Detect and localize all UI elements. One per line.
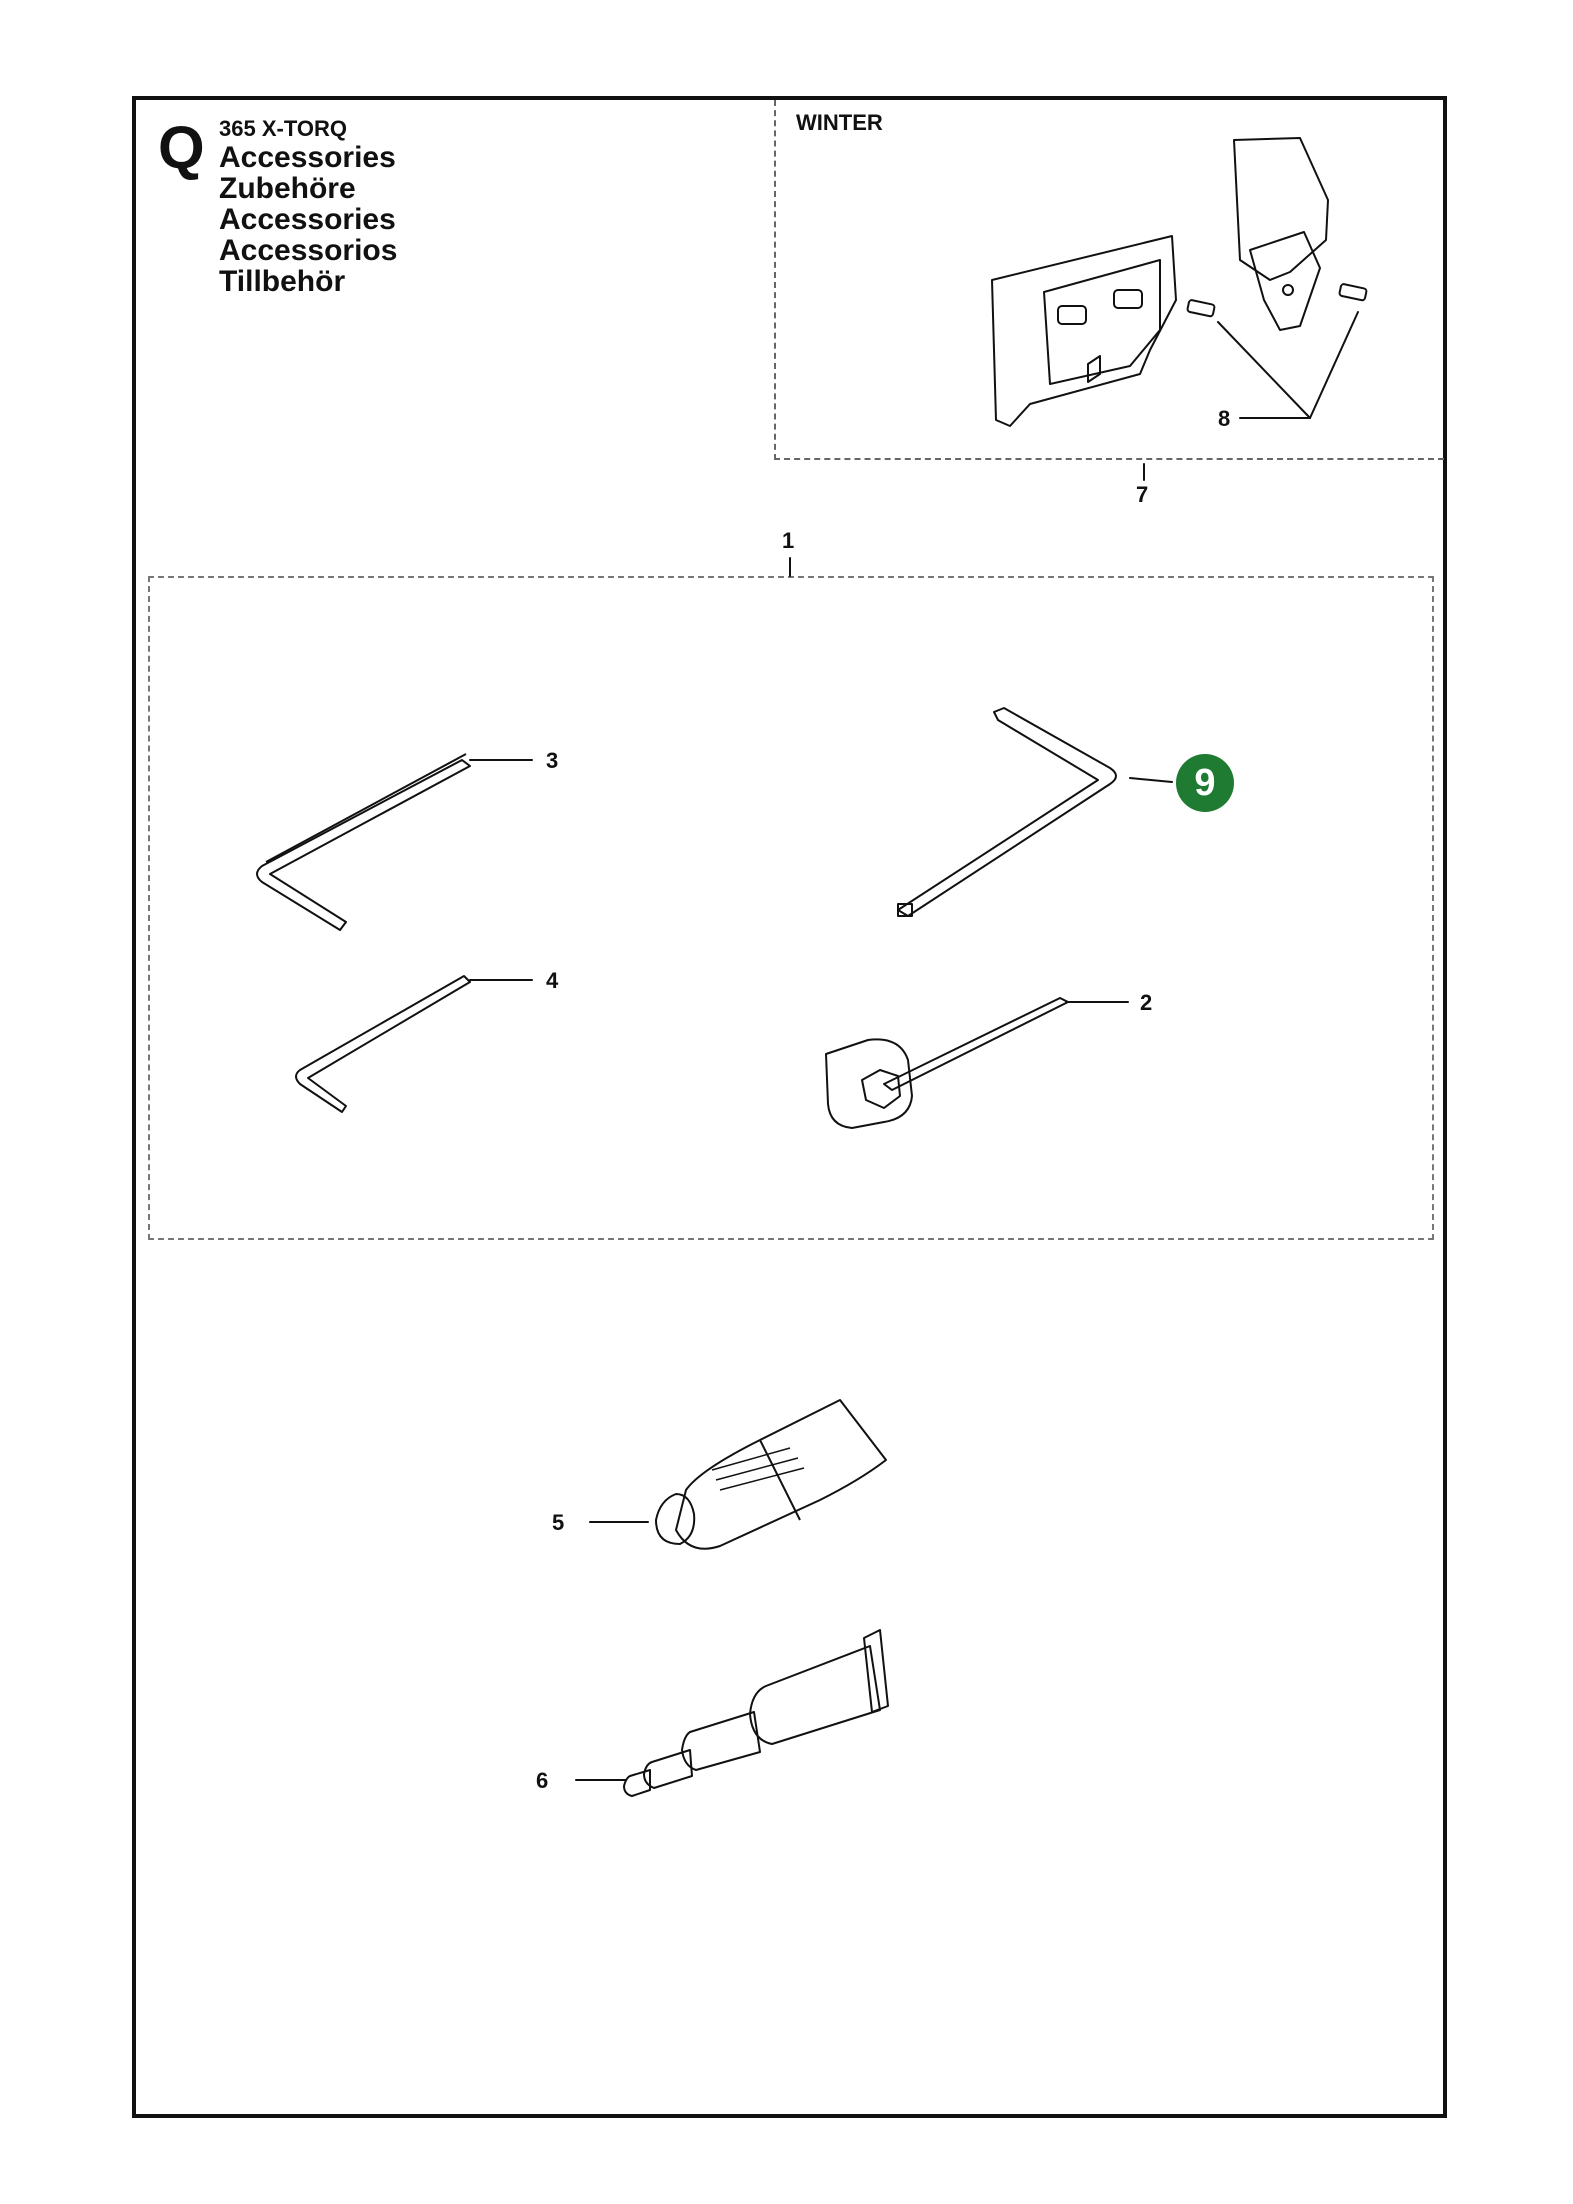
title-line-de: Zubehöre (219, 172, 356, 206)
callout-5: 5 (552, 1510, 565, 1535)
title-line-en: Accessories (219, 141, 396, 175)
grease-tube-icon (656, 1400, 886, 1549)
callout-7: 7 (1136, 482, 1149, 507)
callout-9-badge: 9 (1176, 754, 1234, 812)
combination-spanner-icon (826, 998, 1068, 1128)
model-name: 365 X-TORQ (219, 116, 347, 141)
torx-screwdriver-icon (898, 708, 1116, 916)
winter-inset-label: WINTER (796, 110, 883, 135)
callout-4: 4 (546, 968, 559, 993)
section-letter: Q (158, 114, 205, 181)
callout-8: 8 (1218, 406, 1231, 431)
hex-key-small-icon (296, 976, 470, 1112)
title-line-fr: Accessories (219, 203, 396, 237)
leader-9 (1130, 778, 1172, 782)
title-line-sv: Tillbehör (219, 265, 346, 299)
callout-3: 3 (546, 748, 559, 773)
leader-8a (1310, 312, 1358, 418)
callout-6: 6 (536, 1768, 549, 1793)
title-line-es: Accessorios (219, 234, 398, 268)
leader-8b (1218, 322, 1310, 418)
bearing-press-tool-icon (624, 1630, 888, 1796)
hex-key-large-icon (257, 754, 470, 930)
callout-1: 1 (782, 528, 795, 553)
screw-icon (1187, 284, 1367, 317)
callout-2: 2 (1140, 990, 1153, 1015)
